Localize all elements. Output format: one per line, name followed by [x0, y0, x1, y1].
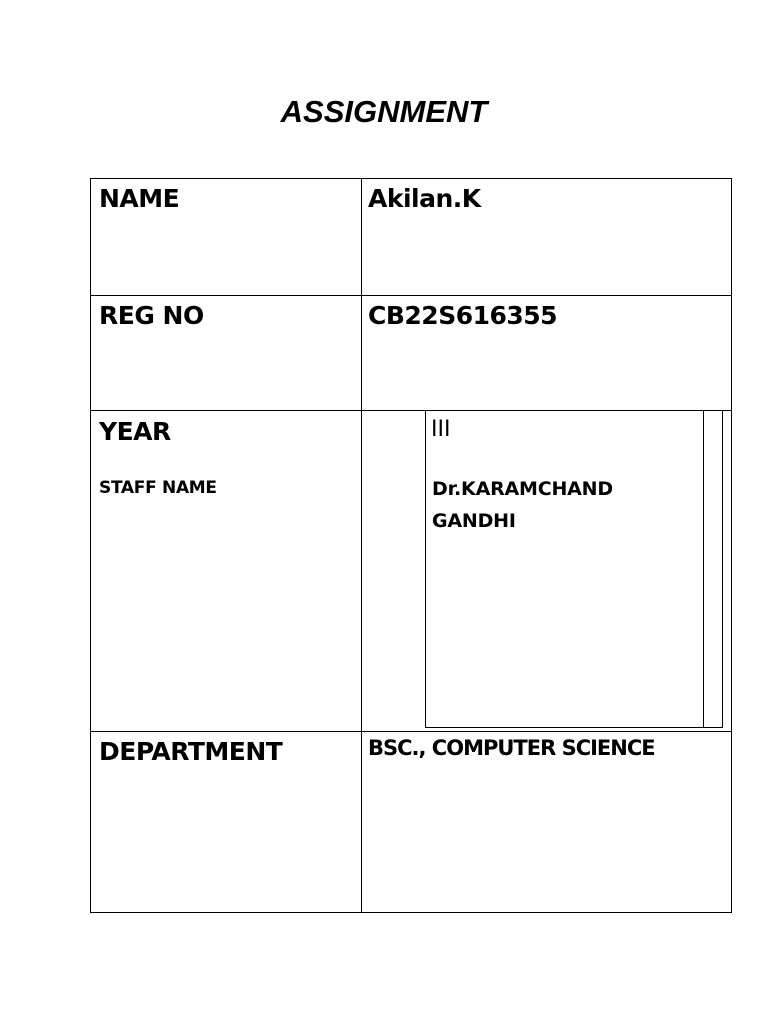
department-label: DEPARTMENT	[99, 737, 283, 766]
year-staff-text-box	[425, 410, 723, 728]
text-box-side-bar	[703, 410, 723, 728]
staff-name-label: STAFF NAME	[99, 478, 217, 498]
reg-no-label: REG NO	[99, 301, 204, 330]
assignment-details-table	[90, 178, 732, 913]
name-label: NAME	[99, 184, 180, 213]
name-value: Akilan.K	[368, 184, 481, 213]
year-value: III	[431, 417, 451, 442]
staff-name-value-line1: Dr.KARAMCHAND	[432, 478, 613, 500]
document-title: ASSIGNMENT	[280, 94, 488, 129]
reg-no-value: CB22S616355	[368, 301, 558, 330]
row-divider	[91, 731, 731, 732]
row-divider	[91, 295, 731, 296]
department-value: BSC., COMPUTER SCIENCE	[368, 736, 655, 760]
column-divider	[361, 179, 362, 912]
year-label: YEAR	[99, 417, 171, 446]
staff-name-value-line2: GANDHI	[432, 510, 516, 532]
